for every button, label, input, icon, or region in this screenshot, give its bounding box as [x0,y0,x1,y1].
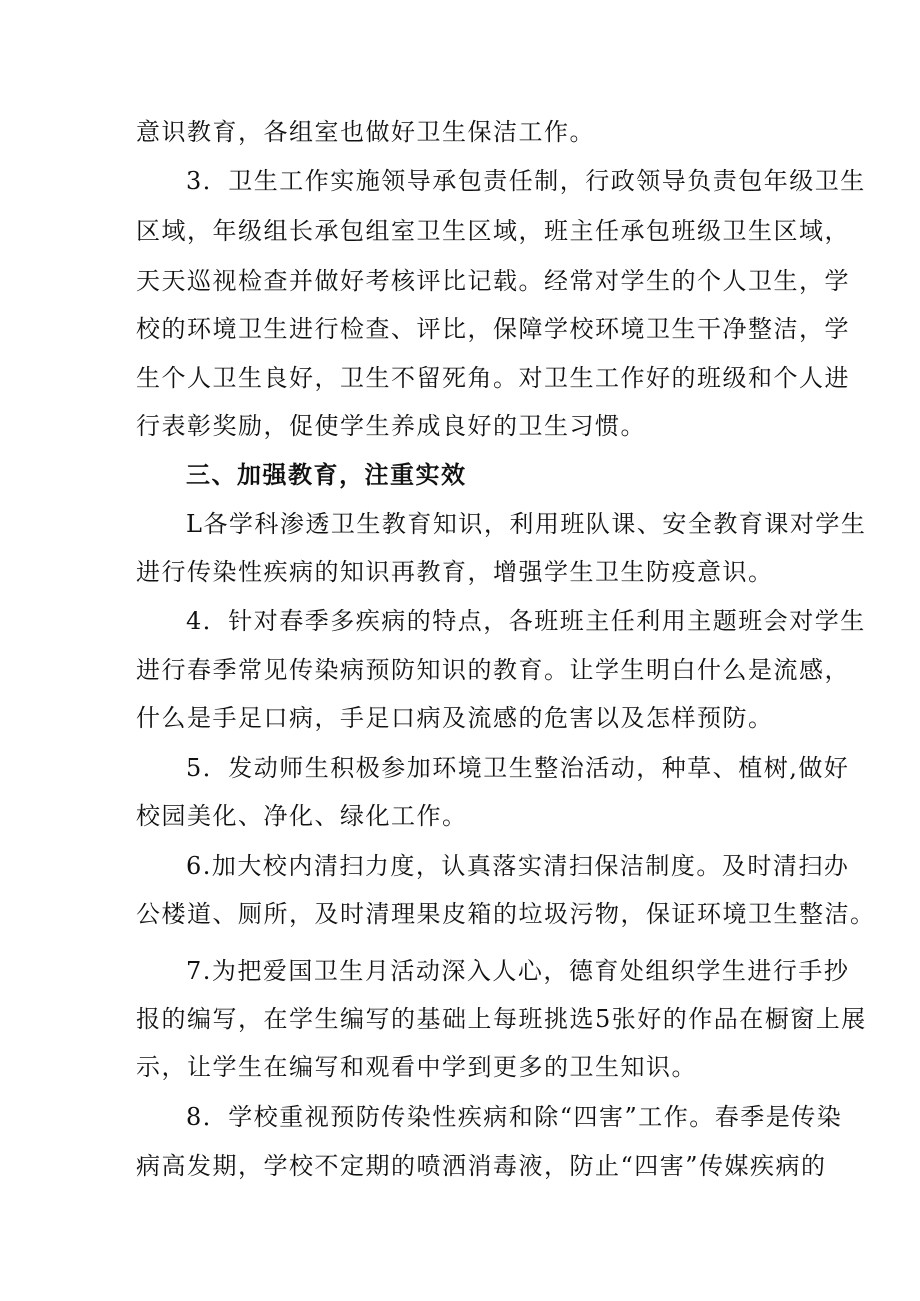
paragraph-line: 公楼道、厕所，及时清理果皮箱的垃圾污物，保证环境卫生整洁。 [136,900,876,928]
paragraph-line: 报的编写，在学生编写的基础上每班挑选5张好的作品在橱窗上展 [136,1005,867,1033]
paragraph-line: 区域，年级组长承包组室卫生区域，班主任承包班级卫生区域， [136,217,850,245]
paragraph-line: 4．针对春季多疾病的特点，各班班主任利用主题班会对学生 [186,607,866,635]
paragraph-line: 意识教育，各组室也做好卫生保洁工作。 [136,118,595,146]
section-heading: 三、加强教育，注重实效 [186,461,467,489]
paragraph-line: 8．学校重视预防传染性疾病和除“四害”工作。春季是传染 [186,1103,843,1131]
paragraph-line: 校的环境卫生进行检查、评比，保障学校环境卫生干净整洁，学 [136,315,850,343]
paragraph-line: 6.加大校内清扫力度，认真落实清扫保洁制度。及时清扫办 [186,852,850,880]
paragraph-line: 什么是手足口病，手足口病及流感的危害以及怎样预防。 [136,704,774,732]
paragraph-line: 7.为把爱国卫生月活动深入人心，德育处组织学生进行手抄 [186,957,850,985]
paragraph-line: L各学科渗透卫生教育知识，利用班队课、安全教育课对学生 [186,510,867,538]
paragraph-line: 3．卫生工作实施领导承包责任制，行政领导负责包年级卫生 [186,167,866,195]
paragraph-line: 病高发期，学校不定期的喷洒消毒液，防止“四害”传媒疾病的 [136,1152,827,1180]
paragraph-line: 5．发动师生积极参加环境卫生整治活动，种草、植树,做好 [186,754,850,782]
paragraph-line: 校园美化、净化、绿化工作。 [136,802,468,830]
paragraph-line: 进行春季常见传染病预防知识的教育。让学生明白什么是流感， [136,656,850,684]
paragraph-line: 示，让学生在编写和观看中学到更多的卫生知识。 [136,1053,697,1081]
paragraph-line: 生个人卫生良好，卫生不留死角。对卫生工作好的班级和个人进 [136,364,850,392]
paragraph-line: 天天巡视检查并做好考核评比记载。经常对学生的个人卫生，学 [136,267,850,295]
paragraph-line: 进行传染性疾病的知识再教育，增强学生卫生防疫意识。 [136,558,774,586]
paragraph-line: 行表彰奖励，促使学生养成良好的卫生习惯。 [136,412,646,440]
